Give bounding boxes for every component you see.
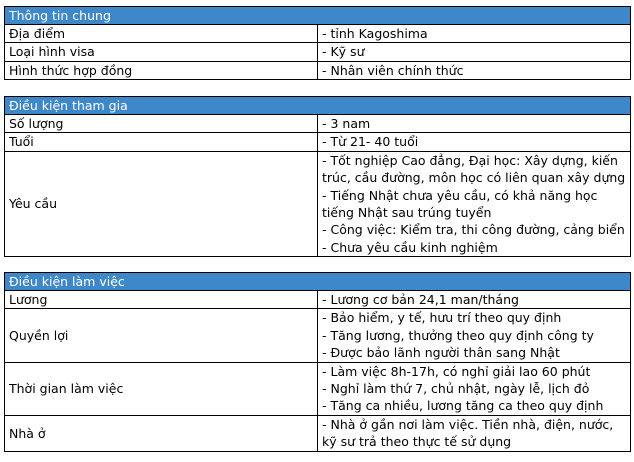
visa-type-label: Loại hình visa	[5, 43, 318, 61]
working-hours-value	[318, 362, 631, 415]
quantity-value: - 3 nam	[318, 115, 631, 133]
salary-value: - Lương cơ bản 24,1 man/tháng	[318, 291, 631, 309]
working-hours-label: Thời gian làm việc	[5, 362, 318, 415]
requirement-item: - Tiếng Nhật chưa yêu cầu, có khả năng học tiếng Nhật sau trúng tuyển	[322, 187, 598, 221]
participation-conditions-table	[4, 96, 631, 257]
table-row	[5, 25, 631, 43]
table-row	[5, 133, 631, 151]
visa-type-value: - Kỹ sư	[318, 43, 631, 61]
section-header	[5, 7, 631, 25]
requirement-item: - Công việc: Kiểm tra, thi công đường, cảng biển	[322, 222, 625, 238]
contract-type-label: Hình thức hợp đồng	[5, 61, 318, 79]
table-row	[5, 291, 631, 309]
requirements-value	[318, 151, 631, 256]
section-header	[5, 97, 631, 115]
housing-label: Nhà ở	[5, 415, 318, 451]
working-conditions-table	[4, 272, 631, 452]
general-info-title: Thông tin chung	[5, 7, 631, 25]
age-value: - Từ 21- 40 tuổi	[318, 133, 631, 151]
working-conditions-title: Điều kiện làm việc	[5, 273, 631, 291]
working-hours-item: - Tăng ca nhiều, lương tăng ca theo quy định	[322, 398, 604, 414]
requirements-label: Yêu cầu	[5, 151, 318, 256]
working-hours-item: - Làm việc 8h-17h, có nghỉ giải lao 60 phút	[322, 363, 591, 379]
requirement-item: - Tốt nghiệp Cao đẳng, Đại học: Xây dựng, kiến trúc, cầu đường, môn học có liên quan xây dựng	[322, 152, 626, 186]
salary-label: Lương	[5, 291, 318, 309]
section-header	[5, 273, 631, 291]
benefits-label: Quyền lợi	[5, 309, 318, 362]
benefits-value	[318, 309, 631, 362]
benefit-item: - Tăng lương, thưởng theo quy định công ty	[322, 327, 594, 343]
quantity-label: Số lượng	[5, 115, 318, 133]
contract-type-value: - Nhân viên chính thức	[318, 61, 631, 79]
table-row	[5, 61, 631, 79]
requirement-item: - Chưa yêu cầu kinh nghiệm	[322, 239, 498, 255]
general-info-table	[4, 6, 631, 80]
age-label: Tuổi	[5, 133, 318, 151]
table-row	[5, 415, 631, 451]
housing-item: - Nhà ở gần nơi làm việc. Tiền nhà, điện, nước, kỹ sư trả theo thực tế sử dụng	[322, 416, 614, 450]
location-value: - tỉnh Kagoshima	[318, 25, 631, 43]
location-label: Địa điểm	[5, 25, 318, 43]
table-row	[5, 115, 631, 133]
working-hours-item: - Nghỉ làm thứ 7, chủ nhật, ngày lễ, lịch đỏ	[322, 381, 590, 397]
benefit-item: - Được bảo lãnh người thân sang Nhật	[322, 345, 560, 361]
housing-value	[318, 415, 631, 451]
table-row	[5, 309, 631, 362]
benefit-item: - Bảo hiểm, y tế, hưu trí theo quy định	[322, 310, 562, 326]
participation-conditions-title: Điều kiện tham gia	[5, 97, 631, 115]
table-row	[5, 151, 631, 256]
table-row	[5, 362, 631, 415]
table-row	[5, 43, 631, 61]
